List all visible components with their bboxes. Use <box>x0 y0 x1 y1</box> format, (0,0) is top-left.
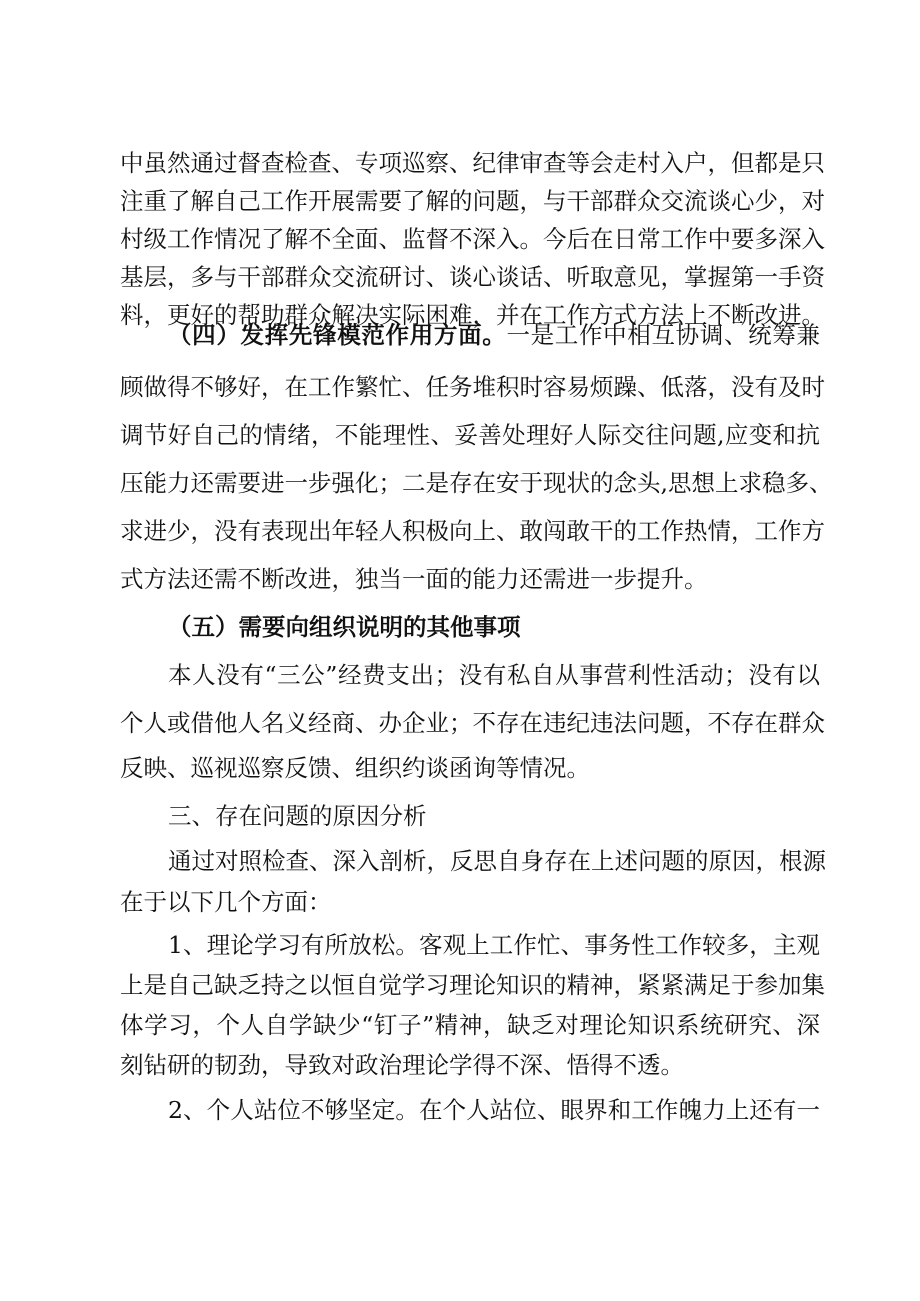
paragraph-line: 基层，多与干部群众交流研讨、谈心谈话、听取意见，掌握第一手资 <box>120 263 825 291</box>
paragraph-line: 顾做得不够好，在工作繁忙、任务堆积时容易烦躁、低落，没有及时 <box>120 373 825 401</box>
section-4-first-line <box>168 311 820 359</box>
paragraph-line: 通过对照检查、深入剖析，反思自身存在上述问题的原因，根源 <box>168 847 826 875</box>
paragraph-line: 式方法还需不断改进，独当一面的能力还需进一步提升。 <box>120 565 708 593</box>
paragraph-line: 村级工作情况了解不全面、监督不深入。今后在日常工作中要多深入 <box>120 225 825 253</box>
paragraph-line: 料，更好的帮助群众解决实际困难，并在工作方式方法上不断改进。 <box>120 301 825 329</box>
part-3-heading: 三、存在问题的原因分析 <box>168 802 427 830</box>
paragraph-line: 在于以下几个方面： <box>120 888 332 916</box>
paragraph-line: 上是自己缺乏持之以恒自觉学习理论知识的精神，紧紧满足于参加集 <box>120 971 825 999</box>
paragraph-line: 刻钻研的韧劲，导致对政治理论学得不深、悟得不透。 <box>120 1051 684 1079</box>
paragraph-line: 压能力还需要进一步强化；二是存在安于现状的念头,思想上求稳多、 <box>120 469 833 497</box>
paragraph-line: 2、个人站位不够坚定。在个人站位、眼界和工作魄力上还有一 <box>168 1096 820 1124</box>
paragraph-line: 求进少，没有表现出年轻人积极向上、敢闯敢干的工作热情，工作方 <box>120 517 825 545</box>
paragraph-line: 本人没有“三公”经费支出；没有私自从事营利性活动；没有以 <box>168 661 820 689</box>
paragraph-line: 1、理论学习有所放松。客观上工作忙、事务性工作较多，主观 <box>168 931 820 959</box>
paragraph-line: 个人或借他人名义经商、办企业；不存在违纪违法问题，不存在群众 <box>120 709 825 737</box>
section-4-heading: （四）发挥先锋模范作用方面。 <box>168 321 507 349</box>
section-5-heading: （五）需要向组织说明的其他事项 <box>168 613 521 641</box>
paragraph-line: 体学习，个人自学缺少“钉子”精神，缺乏对理论知识系统研究、深 <box>120 1011 820 1039</box>
paragraph-line: 注重了解自己工作开展需要了解的问题，与干部群众交流谈心少，对 <box>120 187 825 215</box>
paragraph-line: 调节好自己的情绪，不能理性、妥善处理好人际交往问题,应变和抗 <box>120 421 820 449</box>
paragraph-line: 中虽然通过督查检查、专项巡察、纪律审查等会走村入户，但都是只 <box>120 149 825 177</box>
section-4-first-line-text: 一是工作中相互协调、统筹兼 <box>506 321 821 349</box>
paragraph-line: 反映、巡视巡察反馈、组织约谈函询等情况。 <box>120 754 590 782</box>
